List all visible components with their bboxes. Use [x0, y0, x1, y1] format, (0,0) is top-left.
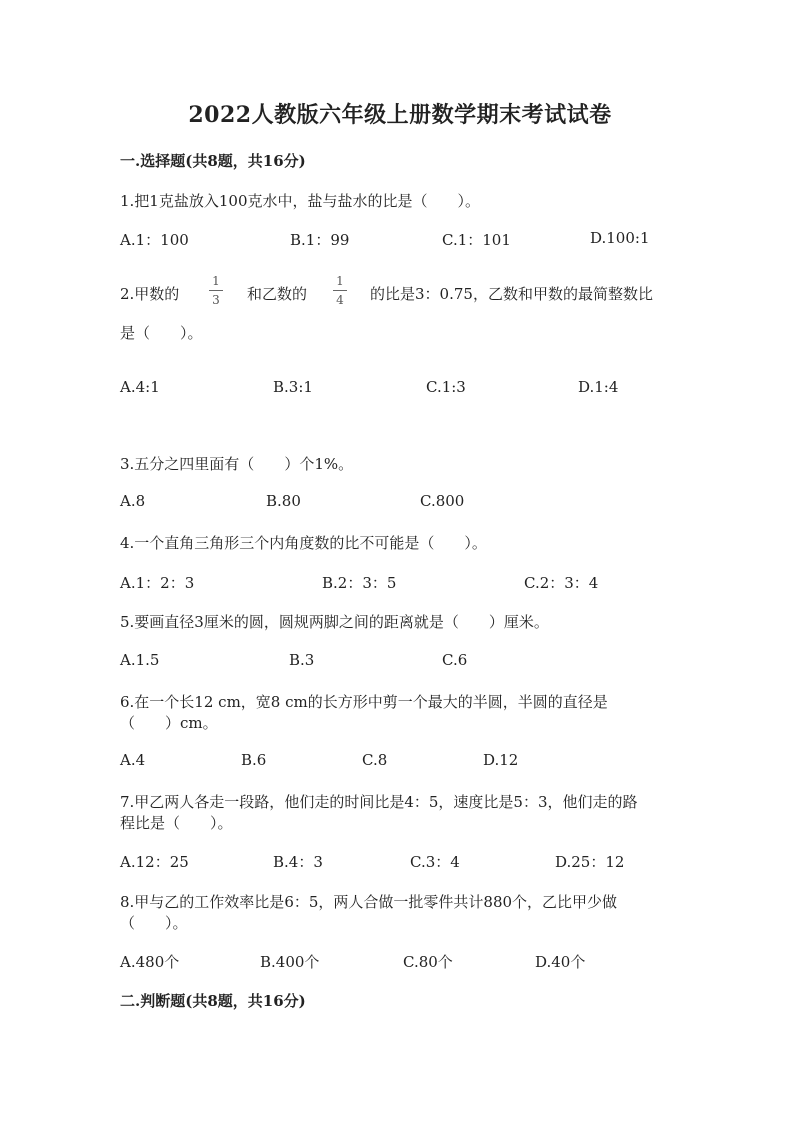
question-3-text: 3.五分之四里面有（ ）个1%。 — [120, 455, 354, 473]
question-4-option-b[interactable]: B.2：3：5 — [322, 574, 397, 592]
exam-title: 2022人教版六年级上册数学期末考试试卷 — [188, 102, 612, 128]
question-1-option-b[interactable]: B.1：99 — [290, 231, 350, 249]
question-5-option-c[interactable]: C.6 — [442, 651, 468, 669]
question-2-text-part2: 和乙数的 — [247, 285, 308, 303]
question-6-option-b[interactable]: B.6 — [241, 751, 267, 769]
question-8-text-line1: 8.甲与乙的工作效率比是6：5，两人合做一批零件共计880个，乙比甲少做 — [120, 893, 618, 911]
fraction-denominator: 3 — [212, 293, 220, 307]
question-4-option-c[interactable]: C.2：3：4 — [524, 574, 599, 592]
question-1-text: 1.把1克盐放入100克水中，盐与盐水的比是（ ）。 — [120, 192, 480, 210]
question-5-option-b[interactable]: B.3 — [289, 651, 315, 669]
section-heading-judgment: 二.判断题(共8题，共16分) — [120, 992, 306, 1010]
question-7-text-line1: 7.甲乙两人各走一段路，他们走的时间比是4：5，速度比是5：3，他们走的路 — [120, 793, 638, 811]
question-7-option-d[interactable]: D.25：12 — [555, 853, 625, 871]
question-8-text-line2: （ ）。 — [120, 914, 188, 932]
question-4-text: 4.一个直角三角形三个内角度数的比不可能是（ ）。 — [120, 534, 487, 552]
question-2-text-part3: 的比是3：0.75，乙数和甲数的最简整数比 — [370, 285, 653, 303]
question-7-option-a[interactable]: A.12：25 — [120, 853, 189, 871]
section-heading-choice: 一.选择题(共8题，共16分) — [120, 152, 306, 170]
question-5-option-a[interactable]: A.1.5 — [120, 651, 160, 669]
question-3-option-c[interactable]: C.800 — [420, 492, 465, 510]
question-2-option-b[interactable]: B.3:1 — [273, 378, 313, 396]
question-7-option-c[interactable]: C.3：4 — [410, 853, 460, 871]
question-8-option-a[interactable]: A.480个 — [120, 953, 180, 971]
fraction-one-fourth — [330, 274, 350, 307]
question-8-option-b[interactable]: B.400个 — [260, 953, 320, 971]
question-5-text: 5.要画直径3厘米的圆，圆规两脚之间的距离就是（ ）厘米。 — [120, 613, 549, 631]
question-1-option-a[interactable]: A.1：100 — [120, 231, 189, 249]
question-8-option-c[interactable]: C.80个 — [403, 953, 453, 971]
question-8-option-d[interactable]: D.40个 — [535, 953, 586, 971]
question-6-text-line2: （ ）cm。 — [120, 714, 218, 732]
question-6-option-d[interactable]: D.12 — [483, 751, 519, 769]
fraction-numerator: 1 — [212, 274, 220, 288]
question-7-option-b[interactable]: B.4：3 — [273, 853, 323, 871]
question-4-option-a[interactable]: A.1：2：3 — [120, 574, 195, 592]
question-2-option-c[interactable]: C.1:3 — [426, 378, 466, 396]
question-6-option-c[interactable]: C.8 — [362, 751, 388, 769]
question-1-option-c[interactable]: C.1：101 — [442, 231, 511, 249]
question-2-option-d[interactable]: D.1:4 — [578, 378, 619, 396]
question-3-option-a[interactable]: A.8 — [120, 492, 146, 510]
fraction-numerator: 1 — [336, 274, 344, 288]
question-2-option-a[interactable]: A.4:1 — [120, 378, 160, 396]
question-2-text-part1: 2.甲数的 — [120, 285, 180, 303]
question-7-text-line2: 程比是（ ）。 — [120, 814, 233, 832]
question-6-text-line1: 6.在一个长12 cm，宽8 cm的长方形中剪一个最大的半圆，半圆的直径是 — [120, 693, 608, 711]
question-6-option-a[interactable]: A.4 — [120, 751, 146, 769]
question-1-option-d[interactable]: D.100:1 — [590, 229, 650, 247]
fraction-denominator: 4 — [336, 293, 344, 307]
fraction-one-third — [206, 274, 226, 307]
question-3-option-b[interactable]: B.80 — [266, 492, 301, 510]
question-2-text-line2: 是（ ）。 — [120, 324, 203, 342]
